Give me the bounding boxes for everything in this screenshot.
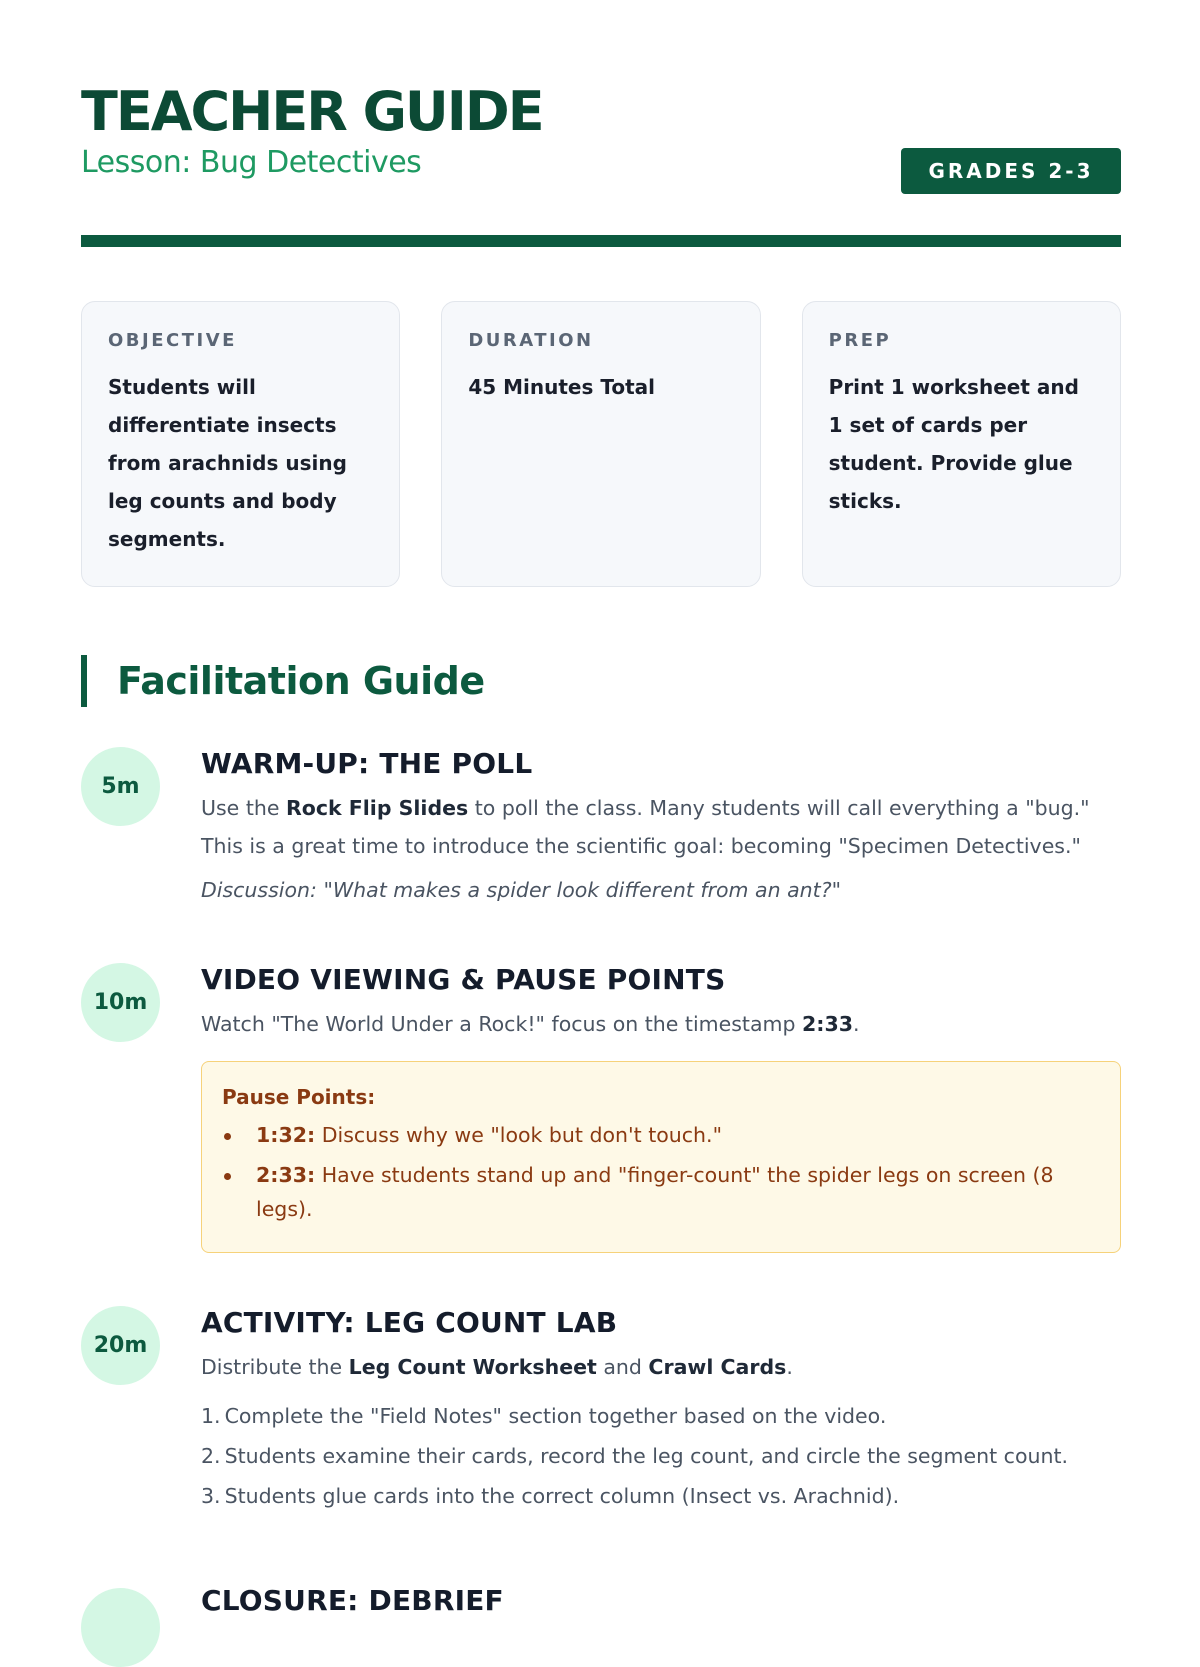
duration-card bbox=[441, 301, 760, 587]
time-pill: 5m bbox=[81, 747, 160, 826]
time-pill bbox=[81, 1588, 160, 1667]
list-item bbox=[222, 1158, 1100, 1226]
text-segment: . bbox=[786, 1355, 793, 1379]
page-header bbox=[81, 80, 1121, 183]
list-item-text: Have students stand up and "finger-count" the spider legs on screen (8 legs). bbox=[256, 1163, 1054, 1221]
step-description bbox=[201, 1348, 1121, 1386]
grade-badge: GRADES 2-3 bbox=[901, 148, 1121, 194]
timestamp: 2:33: bbox=[256, 1163, 316, 1187]
prep-card bbox=[802, 301, 1121, 587]
step-description bbox=[201, 1005, 1121, 1043]
step-body bbox=[201, 1306, 1121, 1516]
lesson-subtitle: Lesson: Bug Detectives bbox=[81, 145, 422, 180]
list-number: 2. bbox=[201, 1444, 221, 1468]
pause-points-list bbox=[222, 1118, 1100, 1226]
bold-text: 2:33 bbox=[802, 1012, 854, 1036]
page-title: TEACHER GUIDE bbox=[81, 80, 543, 143]
step-body bbox=[201, 963, 1121, 1253]
text-segment: Use the bbox=[201, 796, 286, 820]
step-title: WARM-UP: THE POLL bbox=[201, 747, 533, 780]
list-item-text: Discuss why we "look but don't touch." bbox=[315, 1123, 722, 1147]
bold-text: Leg Count Worksheet bbox=[348, 1355, 597, 1379]
list-number: 3. bbox=[201, 1484, 221, 1508]
time-pill: 10m bbox=[81, 963, 160, 1042]
timestamp: 1:32: bbox=[256, 1123, 316, 1147]
pause-points-callout bbox=[201, 1061, 1121, 1253]
step-title: CLOSURE: DEBRIEF bbox=[201, 1584, 504, 1617]
header-divider bbox=[81, 235, 1121, 247]
activity-steps-list bbox=[201, 1396, 1121, 1516]
list-item bbox=[201, 1436, 1121, 1476]
list-item-text: Students examine their cards, record the leg count, and circle the segment count. bbox=[224, 1444, 1069, 1468]
bold-text: Rock Flip Slides bbox=[285, 796, 469, 820]
list-item bbox=[222, 1118, 1100, 1152]
text-segment: . bbox=[853, 1012, 860, 1036]
list-item-text: Students glue cards into the correct column (Insect vs. Arachnid). bbox=[224, 1484, 900, 1508]
step-body bbox=[201, 1584, 1121, 1618]
callout-title: Pause Points: bbox=[222, 1085, 376, 1109]
card-label: PREP bbox=[828, 330, 892, 351]
step-title: ACTIVITY: LEG COUNT LAB bbox=[201, 1306, 618, 1339]
text-segment: Distribute the bbox=[201, 1355, 349, 1379]
step-description bbox=[201, 789, 1121, 865]
step-body bbox=[201, 747, 1121, 905]
card-label: DURATION bbox=[468, 330, 594, 351]
bold-text: Crawl Cards bbox=[648, 1355, 787, 1379]
text-segment: to poll the class. Many students will call everything a "bug." This is a great time to introduce the scientific goal: becoming "Specimen Detectives." bbox=[201, 796, 1090, 858]
card-text: 45 Minutes Total bbox=[468, 375, 655, 399]
step-title: VIDEO VIEWING & PAUSE POINTS bbox=[201, 963, 726, 996]
summary-cards bbox=[81, 301, 1121, 587]
text-segment: and bbox=[596, 1355, 649, 1379]
discussion-prompt: Discussion: "What makes a spider look different from an ant?" bbox=[201, 878, 842, 902]
card-text: Students will differentiate insects from arachnids using leg counts and body segments. bbox=[108, 375, 347, 551]
section-heading: Facilitation Guide bbox=[81, 655, 485, 707]
card-label: OBJECTIVE bbox=[108, 330, 237, 351]
list-item bbox=[201, 1396, 1121, 1436]
time-pill: 20m bbox=[81, 1306, 160, 1385]
bullet-icon bbox=[224, 1133, 231, 1140]
list-number: 1. bbox=[201, 1404, 221, 1428]
card-text: Print 1 worksheet and 1 set of cards per student. Provide glue sticks. bbox=[828, 375, 1079, 513]
list-item-text: Complete the "Field Notes" section together based on the video. bbox=[224, 1404, 887, 1428]
text-segment: Watch "The World Under a Rock!" focus on the timestamp bbox=[201, 1012, 803, 1036]
objective-card bbox=[81, 301, 400, 587]
bullet-icon bbox=[224, 1173, 231, 1180]
list-item bbox=[201, 1476, 1121, 1516]
